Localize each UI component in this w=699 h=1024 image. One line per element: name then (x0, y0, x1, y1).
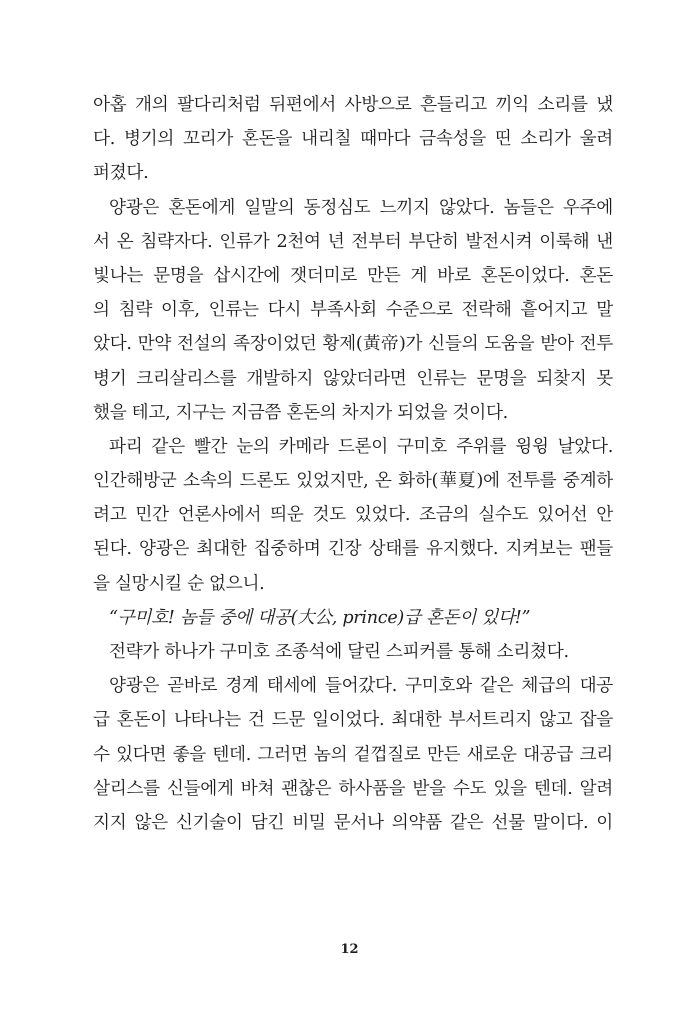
text-line: 인간해방군 소속의 드론도 있었지만, 온 화하(華夏)에 전투를 중계하 (93, 471, 613, 492)
paragraph (93, 88, 613, 191)
dialogue-line: “구미호! 놈들 중에 대공(大公, prince)급 혼돈이 있다!” (109, 607, 531, 628)
text-line: 살리스를 신들에게 바쳐 괜찮은 하사품을 받을 수도 있을 텐데. 알려 (93, 778, 613, 799)
text-line: 된다. 양광은 최대한 집중하며 긴장 상태를 유지했다. 지켜보는 팬들 (93, 539, 613, 560)
text-line: 양광은 곧바로 경계 태세에 들어갔다. 구미호와 같은 체급의 대공 (109, 676, 613, 697)
text-line: 을 실망시킬 순 없으니. (93, 573, 265, 594)
text-line: 지지 않은 신기술이 담긴 비밀 문서나 의약품 같은 선물 말이다. 이 (93, 812, 613, 833)
text-line: 퍼졌다. (93, 163, 149, 184)
paragraph (93, 191, 613, 430)
page-number: 12 (340, 942, 359, 957)
paragraph (93, 430, 613, 601)
text-line: 다. 병기의 꼬리가 혼돈을 내리칠 때마다 금속성을 띤 소리가 울려 (93, 129, 613, 150)
dialogue-paragraph (93, 601, 613, 635)
text-line: 급 혼돈이 나타나는 건 드문 일이었다. 최대한 부서트리지 않고 잡을 (93, 710, 613, 731)
text-line: 서 온 침략자다. 인류가 2천여 년 전부터 부단히 발전시켜 이룩해 낸 (93, 231, 613, 252)
text-line: 병기 크리살리스를 개발하지 않았더라면 인류는 문명을 되찾지 못 (93, 368, 613, 389)
text-line: 았다. 만약 전설의 족장이었던 황제(黃帝)가 신들의 도움을 받아 전투 (93, 334, 613, 355)
text-line: 려고 민간 언론사에서 띄운 것도 있었다. 조금의 실수도 있어선 안 (93, 505, 613, 526)
text-line: 양광은 혼돈에게 일말의 동정심도 느끼지 않았다. 놈들은 우주에 (109, 197, 613, 218)
paragraph (93, 669, 613, 840)
paragraph (93, 635, 613, 669)
page-body (93, 88, 613, 840)
text-line: 빛나는 문명을 삽시간에 잿더미로 만든 게 바로 혼돈이었다. 혼돈 (93, 265, 613, 286)
text-line: 전략가 하나가 구미호 조종석에 달린 스피커를 통해 소리쳤다. (109, 642, 569, 662)
text-line: 파리 같은 빨간 눈의 카메라 드론이 구미호 주위를 윙윙 날았다. (109, 436, 613, 457)
text-line: 의 침략 이후, 인류는 다시 부족사회 수준으로 전락해 흩어지고 말 (93, 300, 613, 321)
text-line: 수 있다면 좋을 텐데. 그러면 놈의 겉껍질로 만든 새로운 대공급 크리 (93, 744, 613, 765)
text-line: 했을 테고, 지구는 지금쯤 혼돈의 차지가 되었을 것이다. (93, 402, 508, 423)
text-line: 아홉 개의 팔다리처럼 뒤편에서 사방으로 흔들리고 끼익 소리를 냈 (93, 95, 613, 115)
